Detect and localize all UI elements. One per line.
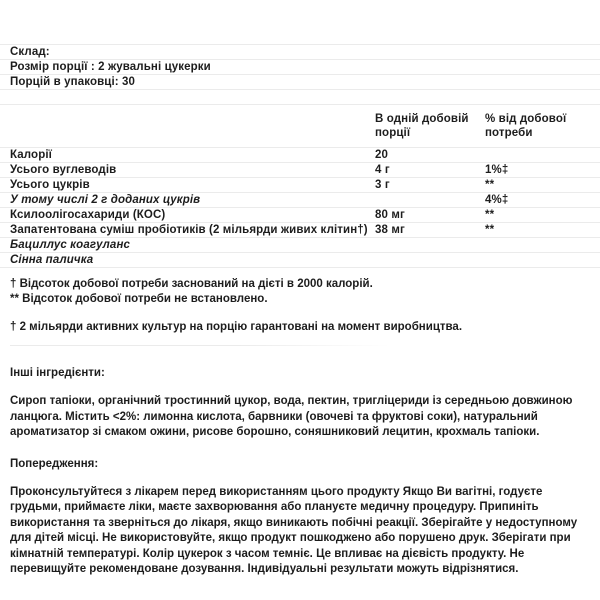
table-row <box>0 163 600 178</box>
nutrient-name: Усього вуглеводів <box>10 164 117 176</box>
warning-body: Проконсультуйтеся з лікарем перед використанням цього продукту Якщо Ви вагітні, годуєте грудьми, приймаєте ліки, маєте захворювання або плануєте медичну процедуру. Припиніть використання та зверніться до лікаря, якщо виникають побічні реакції. Зберігайте у недоступному для дітей місці. Не використовуйте, якщо продукт пошкоджено або порушено друк. Зберігати при кімнатній температурі. Колір цукерок з часом темніє. Це впливає на дієвість продукту. Не перевищуйте рекомендоване дозування. Індивідуальні результати можуть відрізнятися. <box>10 485 578 575</box>
table-row <box>0 208 600 223</box>
nutrient-daily-value <box>485 148 600 163</box>
table-row <box>0 148 600 163</box>
nutrient-name: Бациллус коагуланс <box>10 239 131 251</box>
nutrient-amount <box>375 238 485 253</box>
other-ingredients-heading: Інші інгредієнти: <box>10 367 105 379</box>
serving-info-row-servings-per-container <box>0 75 600 90</box>
nutrient-amount: 80 мг <box>375 209 405 221</box>
nutrient-amount: 20 <box>375 149 389 161</box>
footnote-no-daily-value: ** Відсоток добової потреби не встановлено. <box>10 293 268 305</box>
warning-heading: Попередження: <box>10 457 99 470</box>
table-header-row <box>0 105 600 148</box>
nutrient-daily-value <box>485 253 600 268</box>
other-ingredients-body: Сироп тапіоки, органічний тростинний цукор, вода, пектин, тригліцериди із середньою довжиною ланцюга. Містить <2%: лимонна кислота, барвники (овочеві та фруктові соки), натуральний ароматизатор зі смаком ожини, рисове борошно, соняшниковий лецитин, крохмаль тапіоки. <box>10 395 573 438</box>
table-row <box>0 223 600 238</box>
serving-info-row-composition <box>0 45 600 60</box>
warning-block <box>0 457 600 578</box>
serving-info-row-serving-size <box>0 60 600 75</box>
header-amount-per-serving: В одній добовій порції <box>375 113 469 139</box>
footnotes-divider <box>10 345 390 346</box>
nutrient-daily-value <box>485 238 600 253</box>
nutrient-daily-value: ** <box>485 224 495 236</box>
nutrient-daily-value: 1%‡ <box>485 164 509 176</box>
nutrient-name: У тому числі 2 г доданих цукрів <box>10 194 201 206</box>
nutrient-amount: 4 г <box>375 164 390 176</box>
header-nutrient <box>0 105 375 148</box>
footnotes-block <box>0 267 600 350</box>
nutrient-amount <box>375 193 485 208</box>
table-spacer-cell <box>0 90 600 105</box>
table-row <box>0 253 600 268</box>
footnote-active-cultures: † 2 мільярди активних культур на порцію гарантовані на момент виробництва. <box>10 321 463 333</box>
nutrient-name: Усього цукрів <box>10 179 90 191</box>
table-row <box>0 193 600 208</box>
header-percent-daily-value: % від добової потреби <box>485 113 567 139</box>
supplement-facts-table <box>0 44 600 267</box>
supplement-facts-body <box>0 45 600 268</box>
nutrient-name: Сінна паличка <box>10 254 94 266</box>
nutrient-name: Калорії <box>10 149 52 161</box>
nutrient-name: Ксилоолігосахариди (КОС) <box>10 209 166 221</box>
serving-size-label: Розмір порції : 2 жувальні цукерки <box>10 61 211 73</box>
nutrient-daily-value: ** <box>485 209 495 221</box>
nutrient-daily-value: 4%‡ <box>485 194 509 206</box>
servings-per-container-label: Порцій в упаковці: 30 <box>10 76 136 88</box>
nutrient-amount <box>375 253 485 268</box>
nutrient-amount: 38 мг <box>375 224 405 236</box>
nutrient-amount: 3 г <box>375 179 390 191</box>
composition-label: Склад: <box>10 46 50 58</box>
table-row <box>0 178 600 193</box>
nutrient-daily-value: ** <box>485 179 495 191</box>
nutrient-name: Запатентована суміш пробіотиків (2 мільярди живих клітин†) <box>10 224 368 236</box>
table-spacer-row <box>0 90 600 105</box>
table-row <box>0 238 600 253</box>
footnote-daily-value-basis: † Відсоток добової потреби заснований на дієті в 2000 калорій. <box>10 278 373 290</box>
other-ingredients-block <box>0 366 600 441</box>
